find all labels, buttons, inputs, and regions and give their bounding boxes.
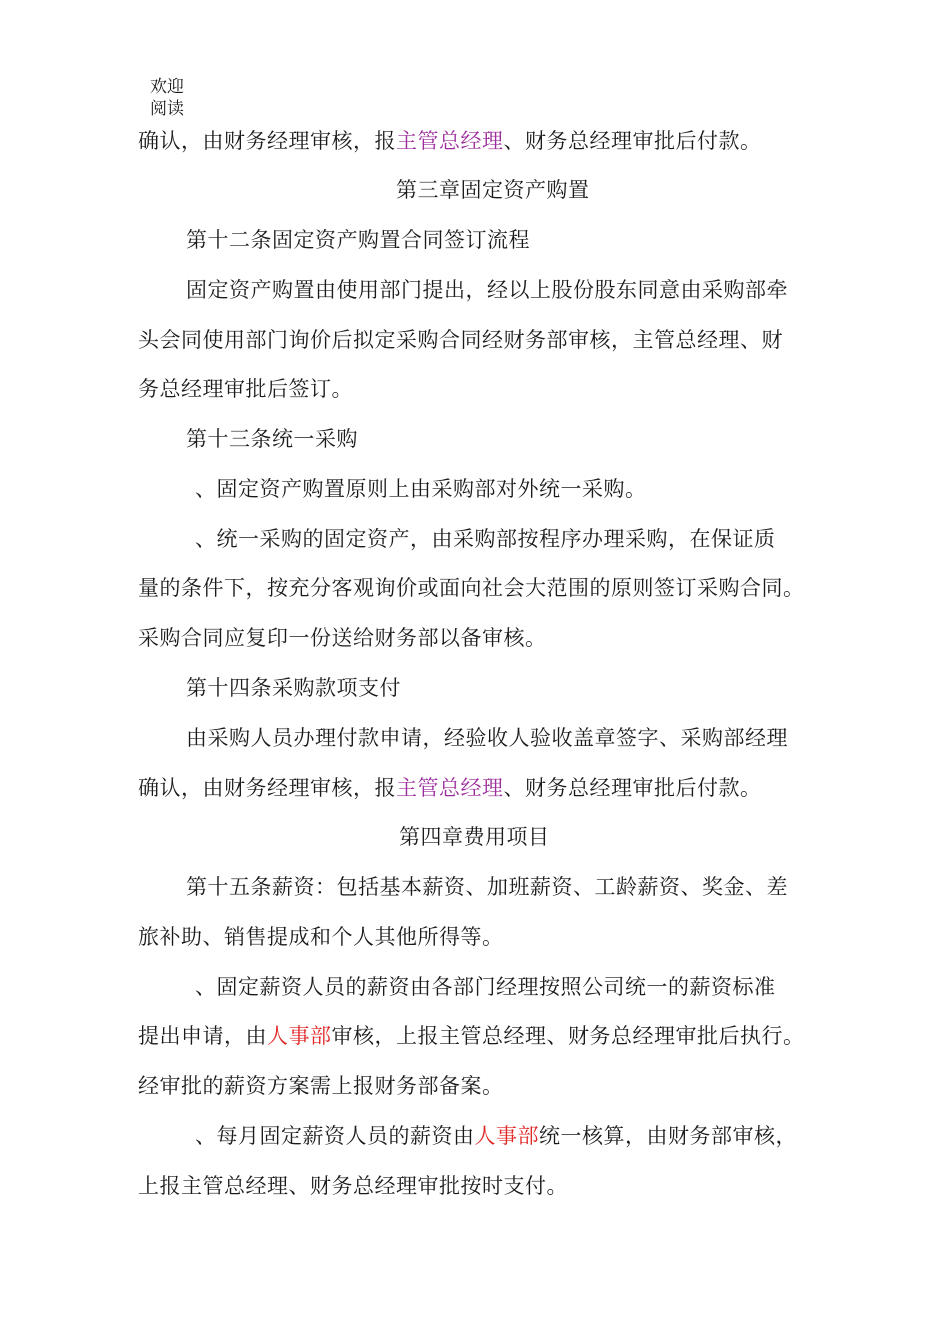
highlight-text: 人事部 [474, 1124, 539, 1148]
paragraph-line: 经审批的薪资方案需上报财务部备案。 [138, 1074, 504, 1098]
chapter-title: 第四章费用项目 [399, 825, 550, 849]
paragraph-line: 务总经理审批后签订。 [138, 377, 353, 401]
paragraph-line: 固定资产购置由使用部门提出，经以上股份股东同意由采购部牵 [186, 278, 788, 302]
paragraph-line [138, 128, 762, 154]
text-span: 、财务总经理审批后付款。 [503, 129, 762, 153]
text-span: 、每月固定薪资人员的薪资由 [195, 1124, 475, 1148]
article-title: 第十二条固定资产购置合同签订流程 [186, 228, 530, 252]
text-span: 审核，上报主管总经理、财务总经理审批后执行。 [331, 1024, 805, 1048]
list-item: 、固定资产购置原则上由采购部对外统一采购。 [195, 477, 647, 501]
article-title: 第十四条采购款项支付 [186, 676, 401, 700]
text-span: 确认，由财务经理审核，报 [138, 776, 396, 800]
paragraph-line [138, 1023, 805, 1049]
header-note [150, 76, 184, 120]
text-span: 确认，由财务经理审核，报 [138, 129, 396, 153]
paragraph-line: 上报主管总经理、财务总经理审批按时支付。 [138, 1174, 568, 1198]
paragraph-line: 采购合同应复印一份送给财务部以备审核。 [138, 626, 547, 650]
header-note-line2: 阅读 [150, 99, 184, 119]
chapter-title: 第三章固定资产购置 [396, 178, 590, 202]
paragraph-line: 量的条件下，按充分客观询价或面向社会大范围的原则签订采购合同。 [138, 576, 805, 600]
highlight-text: 主管总经理 [396, 776, 504, 800]
list-item [195, 1123, 797, 1149]
paragraph-line: 由采购人员办理付款申请，经验收人验收盖章签字、采购部经理 [186, 726, 788, 750]
article-title: 第十三条统一采购 [186, 427, 358, 451]
paragraph-line: 头会同使用部门询价后拟定采购合同经财务部审核，主管总经理、财 [138, 328, 783, 352]
text-span: 提出申请，由 [138, 1024, 267, 1048]
list-item: 、统一采购的固定资产，由采购部按程序办理采购，在保证质 [195, 527, 776, 551]
paragraph-line: 旅补助、销售提成和个人其他所得等。 [138, 925, 504, 949]
paragraph-line [138, 775, 762, 801]
text-span: 统一核算，由财务部审核， [539, 1124, 797, 1148]
list-item: 、固定薪资人员的薪资由各部门经理按照公司统一的薪资标准 [195, 975, 776, 999]
highlight-text: 主管总经理 [396, 129, 504, 153]
paragraph-line: 第十五条薪资：包括基本薪资、加班薪资、工龄薪资、奖金、差 [186, 875, 788, 899]
highlight-text: 人事部 [267, 1024, 332, 1048]
text-span: 、财务总经理审批后付款。 [503, 776, 762, 800]
header-note-line1: 欢迎 [150, 77, 184, 97]
